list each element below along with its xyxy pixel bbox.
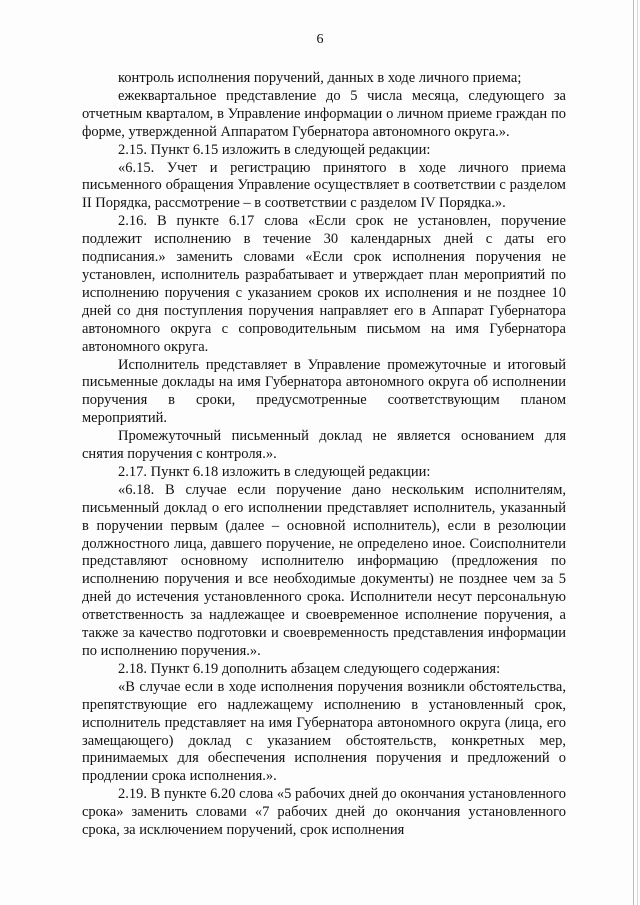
paragraph: «В случае если в ходе исполнения поручения возникли обстоятельства, препятствующие его надлежащему исполнению в установленный срок, исполнитель представляет на имя Губернатора автономного округа (лица, его замещающего) доклад с указанием обстоятельств, конкретных мер, принимаемых для обеспечения исполнения поручения и предложений о продлении срока исполнения.». — [82, 678, 566, 785]
paragraph: 2.16. В пункте 6.17 слова «Если срок не установлен, поручение подлежит исполнению в течение 30 календарных дней с даты его подписания.» заменить словами «Если срок исполнения поручения не установлен, исполнитель разрабатывает и утверждает план мероприятий по исполнению поручения с указанием сроков их исполнения и не позднее 10 дней со дня поступления поручения направляет его в Аппарат Губернатора автономного округа с сопроводительным письмом на имя Губернатора автономного округа. — [82, 213, 566, 355]
paragraph: «6.18. В случае если поручение дано нескольким исполнителям, письменный доклад о его исполнении представляет исполнитель, указанный в поручении первым (далее – основной исполнитель), если в резолюции должностного лица, давшего поручение, не определено иное. Соисполнители представляют основному исполнителю информацию (предложения по исполнению поручения и все необходимые документы) не позднее чем за 5 дней до истечения установленного срока. Исполнители несут персональную ответственность за надлежащее и своевременное исполнение поручения, а также за качество подготовки и своевременность представления информации по исполнению поручения.». — [82, 481, 566, 659]
paragraph: 2.19. В пункте 6.20 слова «5 рабочих дней до окончания установленного срока» заменить словами «7 рабочих дней до окончания установленного срока, за исключением поручений, срок исполнения — [82, 786, 566, 839]
paragraph: Исполнитель представляет в Управление промежуточные и итоговый письменные доклады на имя Губернатора автономного округа об исполнении поручения в сроки, предусмотренные соответствующим планом мероприятий. — [82, 356, 566, 427]
page-edge — [633, 0, 634, 905]
paragraph: «6.15. Учет и регистрацию принятого в ходе личного приема письменного обращения Управление осуществляет в соответствии с разделом II Порядка, рассмотрение – в соответствии с разделом IV Порядка.». — [82, 159, 566, 212]
page-number: 6 — [316, 32, 324, 47]
document-body — [82, 70, 566, 840]
paragraph: 2.15. Пункт 6.15 изложить в следующей редакции: — [118, 141, 431, 158]
paragraph: 2.17. Пункт 6.18 изложить в следующей редакции: — [118, 463, 431, 480]
page-edge — [637, 0, 638, 905]
paragraph: контроль исполнения поручений, данных в ходе личного приема; — [118, 70, 522, 86]
paragraph: 2.18. Пункт 6.19 дополнить абзацем следующего содержания: — [118, 660, 501, 677]
paragraph: Промежуточный письменный доклад не является основанием для снятия поручения с контроля.». — [82, 428, 566, 463]
paragraph: ежеквартальное представление до 5 числа месяца, следующего за отчетным кварталом, в Управление информации о личном приеме граждан по форме, утвержденной Аппаратом Губернатора автономного округа.». — [82, 87, 566, 140]
